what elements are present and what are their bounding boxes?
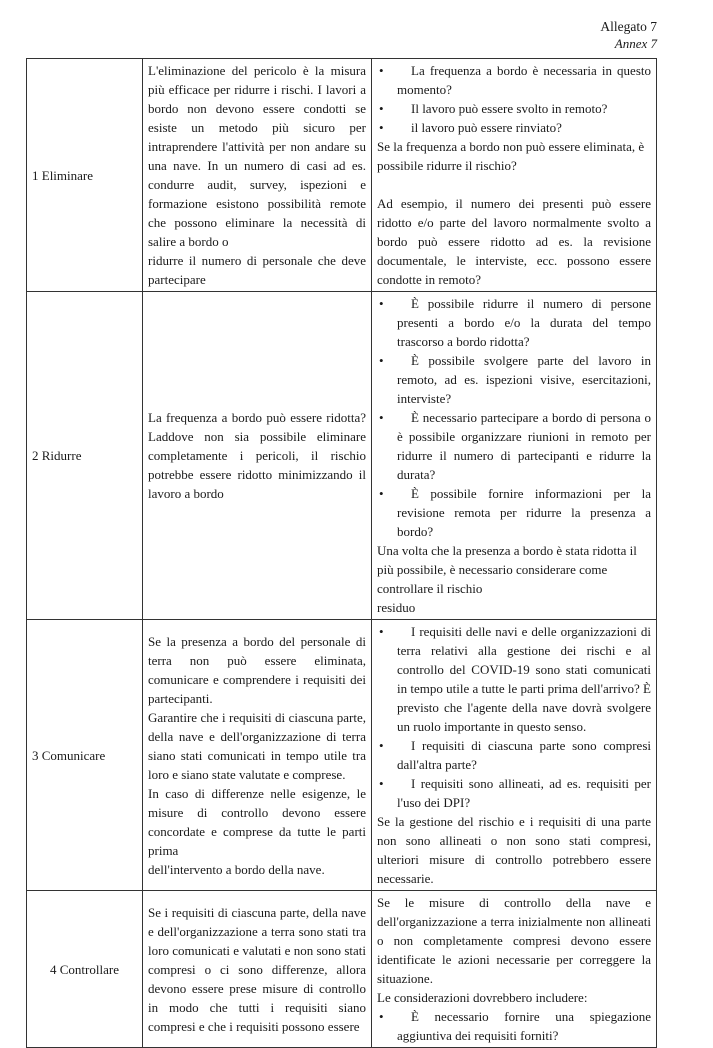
step-cell <box>27 59 143 292</box>
bullet-icon: • <box>379 63 384 78</box>
followup-text: Se la frequenza a bordo non può essere eliminata, è possibile ridurre il rischio? <box>377 139 645 173</box>
risk-control-table <box>26 58 657 1048</box>
description-text: Se la presenza a bordo del personale di terra non può essere eliminata, comunicare e comprendere i requisiti dei partecipanti. <box>148 633 366 706</box>
question-list <box>377 61 651 137</box>
description-cell <box>143 292 372 620</box>
list-item: • I requisiti sono allineati, ad es. requisiti per l'uso dei DPI? <box>379 776 651 810</box>
list-item: • È possibile svolgere parte del lavoro in remoto, ad es. ispezioni visive, esercitazioni, interviste? <box>379 353 651 406</box>
table-row-comunicare <box>27 620 657 891</box>
question-list <box>377 1007 651 1045</box>
description-cell <box>143 59 372 292</box>
description-text: La frequenza a bordo può essere ridotta? Laddove non sia possibile eliminare completamente i pericoli, il rischio potrebbe essere ridotto minimizzando il lavoro a bordo <box>148 410 366 501</box>
description-text-2: Garantire che i requisiti di ciascuna parte, della nave e dell'organizzazione di terra siano stati comunicati in tempo utile tra loro e siano state valutate e comprese. <box>148 709 366 782</box>
description-text-4: dell'intervento a bordo della nave. <box>148 861 325 877</box>
step-label: 1 Eliminare <box>32 167 94 183</box>
question-list <box>377 622 651 812</box>
list-item: • È necessario fornire una spiegazione aggiuntiva dei requisiti forniti? <box>379 1009 651 1043</box>
bullet-icon: • <box>379 776 384 791</box>
questions-cell <box>372 620 657 891</box>
considerations-label: Le considerazioni dovrebbero includere: <box>377 990 588 1005</box>
list-item: • I requisiti delle navi e delle organizzazioni di terra relativi alla gestione dei rischi e al controllo del COVID-19 sono stati comunicati in tempo utile a tutte le parti prima dell'arrivo? È previsto che l'agente della nave dovrà svolgere un ruolo importante in questo senso. <box>379 624 651 734</box>
list-item: • Il lavoro può essere svolto in remoto? <box>379 101 608 116</box>
list-item: • il lavoro può essere rinviato? <box>379 120 562 135</box>
description-text-3: In caso di differenze nelle esigenze, le misure di controllo devono essere concordate e comprese da tutte le parti prima <box>148 785 366 858</box>
step-label: 4 Controllare <box>50 961 119 977</box>
followup-text: Una volta che la presenza a bordo è stata ridotta il più possibile, è necessario considerare come controllare il rischio <box>377 543 637 596</box>
bullet-icon: • <box>379 624 384 639</box>
list-item: • I requisiti di ciascuna parte sono compresi dall'altra parte? <box>379 738 651 772</box>
description-text: Se i requisiti di ciascuna parte, della nave e dell'organizzazione a terra sono stati tra loro comunicati e valutati e non sono stati compresi o ci sono differenze, allora devono essere prese misure di controllo in modo che tutti i requisiti siano compresi e che i requisiti possono essere <box>148 904 366 1034</box>
description-text-cont: ridurre il numero di personale che deve partecipare <box>148 253 366 287</box>
annex-subtitle: Annex 7 <box>614 36 657 51</box>
bullet-icon: • <box>379 1009 384 1024</box>
step-cell <box>27 292 143 620</box>
step-label: 3 Comunicare <box>32 747 106 763</box>
page-header <box>600 18 657 52</box>
bullet-icon: • <box>379 486 384 501</box>
list-item: • È possibile fornire informazioni per la revisione remota per ridurre la presenza a bordo? <box>379 486 651 539</box>
questions-cell <box>372 59 657 292</box>
table-row-eliminare <box>27 59 657 292</box>
list-item: • È necessario partecipare a bordo di persona o è possibile organizzare riunioni in remoto per ridurre il numero di partecipanti e ridurre la durata? <box>379 410 651 482</box>
followup-text: Se la gestione del rischio e i requisiti di una parte non sono allineati o non sono stati compresi, ulteriori misure di controllo potrebbero essere necessarie. <box>377 814 651 886</box>
list-item: • La frequenza a bordo è necessaria in questo momento? <box>379 63 651 97</box>
bullet-icon: • <box>379 738 384 753</box>
questions-cell <box>372 292 657 620</box>
bullet-icon: • <box>379 120 384 135</box>
question-list <box>377 294 651 541</box>
bullet-icon: • <box>379 101 384 116</box>
followup-text-cont: residuo <box>377 600 416 615</box>
description-text: L'eliminazione del pericolo è la misura più efficace per ridurre i rischi. I lavori a bordo non devono essere condotti se esiste un metodo più sicuro per intraprendere l'attività per non andare su una nave. In un numero di casi ad es. condurre audit, survey, ispezioni e formazione esistono possibilità remote che possono eliminare la necessità di salire a bordo o <box>148 63 366 249</box>
step-cell <box>27 620 143 891</box>
bullet-icon: • <box>379 296 384 311</box>
list-item: • È possibile ridurre il numero di persone presenti a bordo e/o la durata del tempo trascorso a bordo ridotta? <box>379 296 651 349</box>
step-label: 2 Ridurre <box>32 448 82 463</box>
bullet-icon: • <box>379 410 384 425</box>
table-row-ridurre <box>27 292 657 620</box>
annex-title: Allegato 7 <box>600 19 657 34</box>
bullet-icon: • <box>379 353 384 368</box>
description-cell <box>143 620 372 891</box>
intro-text: Se le misure di controllo della nave e dell'organizzazione a terra inizialmente non allineati o non completamente compresi devono essere identificate le azioni necessarie per correggere la situazione. <box>377 895 651 986</box>
example-text: Ad esempio, il numero dei presenti può essere ridotto e/o parte del lavoro normalmente svolto a bordo può essere ridotto ad es. la revisione documentale, le interviste, ecc. possono essere condotte in remoto? <box>377 196 651 287</box>
